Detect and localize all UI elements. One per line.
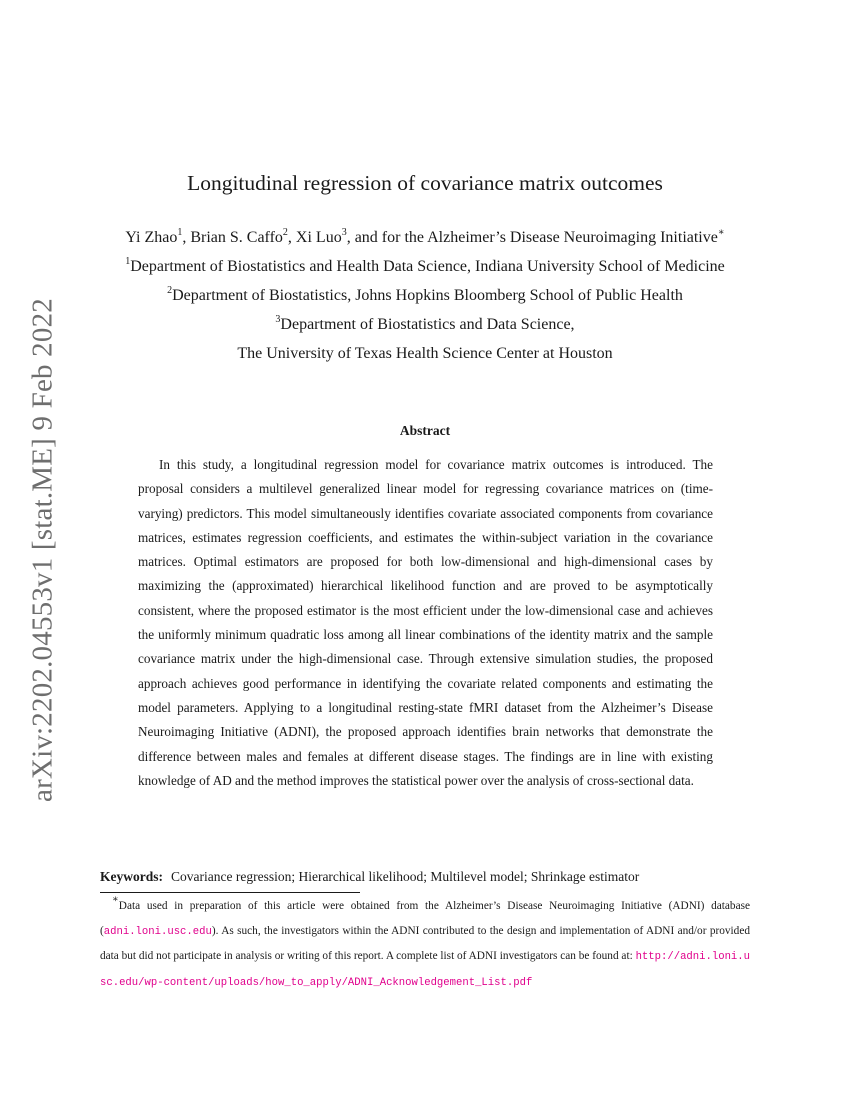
arxiv-identifier-stamp: [20, 298, 65, 802]
keywords-line: [100, 869, 639, 885]
affiliation-1: $^1$Department of Biostatistics and Health Data Science, Indiana University School of Medicine: [125, 256, 725, 275]
footnote-rule: [100, 892, 360, 893]
adni-acknowledgement-link[interactable]: http://adni.loni.usc.edu/wp-content/uploads/how_to_apply/ADNI_Acknowledgement_List.pdf: [100, 951, 750, 989]
adni-database-link[interactable]: adni.loni.usc.edu: [103, 925, 212, 938]
footnote-marker: ∗: [112, 894, 119, 905]
author-name: Xi Luo: [295, 229, 342, 246]
affiliation-3: $^3$Department of Biostatistics and Data Science,: [275, 314, 575, 333]
author-affiliation-mark: 2: [282, 227, 288, 238]
arxiv-stamp-text: arXiv:2202.04553v1 [stat.ME] 9 Feb 2022: [26, 298, 58, 802]
footnote: ∗Data used in preparation of this article were obtained from the Alzheimer’s Disease Neuroimaging Initiative (ADNI) database (adni.loni.usc.edu). As such, the investigators within the ADNI contributed to the design and implementation of ADNI and/or provided data but did not participate in analysis or writing of this report. A complete list of ADNI investigators can be found at: http://adni.loni.usc.edu/wp-content/uploads/how_to_apply/ADNI_Acknowledgement_List.pdf: [100, 894, 750, 989]
abstract-heading: Abstract: [399, 423, 451, 438]
author-name: Brian S. Caffo: [190, 229, 283, 246]
author-name: Yi Zhao: [125, 229, 178, 246]
author-affiliation-mark: 1: [177, 227, 183, 238]
affiliation-2: $^2$Department of Biostatistics, Johns Hopkins Bloomberg School of Public Health: [167, 285, 683, 304]
footnote-mark: ∗: [717, 227, 725, 238]
author-line: Yi Zhao$^1$, Brian S. Caffo$^2$, Xi Luo$^3$, and for the Alzheimer’s Disease Neuroimaging Initiative∗: [125, 227, 725, 246]
keywords-text: Covariance regression; Hierarchical likelihood; Multilevel model; Shrinkage estimator: [171, 869, 640, 884]
keywords-label: Keywords:: [100, 869, 163, 884]
paper-title: Longitudinal regression of covariance matrix outcomes: [187, 171, 663, 195]
affiliation-3-continued: The University of Texas Health Science Center at Houston: [237, 345, 613, 362]
author-affiliation-mark: 3: [341, 227, 347, 238]
abstract-body: In this study, a longitudinal regression model for covariance matrix outcomes is introduced. The proposal considers a multilevel generalized linear model for regressing covariance matrices on (time-varying) predictors. This model simultaneously identifies covariate associated components from covariance matrices, estimates regression coefficients, and estimates the within-subject variation in the covariance matrices. Optimal estimators are proposed for both low-dimensional and high-dimensional cases by maximizing the (approximated) hierarchical likelihood function and are proved to be asymptotically consistent, where the proposed estimator is the most efficient under the low-dimensional case and achieves the uniformly minimum quadratic loss among all linear combinations of the identity matrix and the sample covariance matrix under the high-dimensional case. Through extensive simulation studies, the proposed approach achieves good performance in identifying the covariate related components and estimating the model parameters. Applying to a longitudinal resting-state fMRI dataset from the Alzheimer’s Disease Neuroimaging Initiative (ADNI), the proposed approach identifies brain networks that demonstrate the difference between males and females at different disease stages. The findings are in line with existing knowledge of AD and the method improves the statistical power over the analysis of cross-sectional data.: [138, 457, 713, 788]
author-group: and for the Alzheimer’s Disease Neuroimaging Initiative: [354, 229, 718, 246]
